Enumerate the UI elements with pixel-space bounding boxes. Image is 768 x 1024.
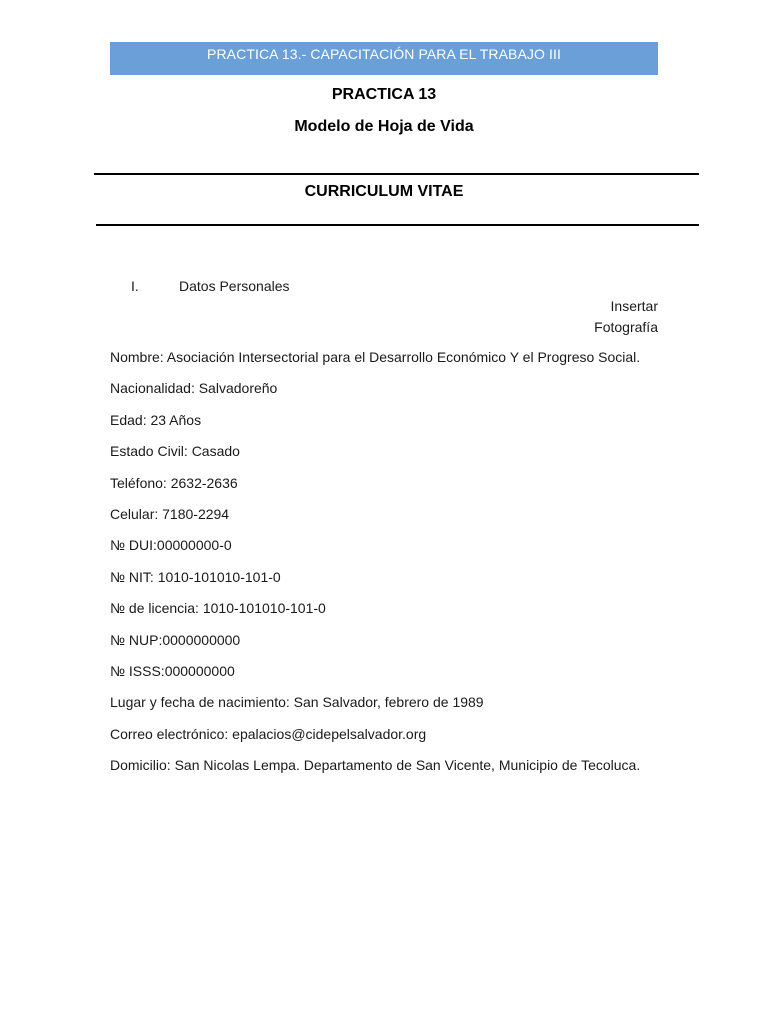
field-licencia: № de licencia: 1010-101010-101-0 xyxy=(110,600,326,617)
photo-placeholder xyxy=(594,296,658,338)
header-banner xyxy=(110,42,658,75)
personal-data-list xyxy=(110,347,657,786)
field-domicilio: Domicilio: San Nicolas Lempa. Departamento de San Vicente, Municipio de Tecoluca. xyxy=(110,757,641,774)
photo-line-1: Insertar xyxy=(610,298,658,314)
document-subtitle: Modelo de Hoja de Vida xyxy=(294,118,474,135)
cv-title: CURRICULUM VITAE xyxy=(304,183,464,200)
field-celular: Celular: 7180-2294 xyxy=(110,505,230,522)
field-dui: № DUI:00000000-0 xyxy=(110,537,232,554)
field-telefono: Teléfono: 2632-2636 xyxy=(110,474,238,491)
bottom-divider xyxy=(96,224,699,226)
field-nup: № NUP:0000000000 xyxy=(110,631,241,648)
field-correo: Correo electrónico: epalacios@cidepelsalvador.org xyxy=(110,725,427,742)
field-nacionalidad: Nacionalidad: Salvadoreño xyxy=(110,380,278,397)
field-nacimiento: Lugar y fecha de nacimiento: San Salvador, febrero de 1989 xyxy=(110,694,484,711)
field-estado-civil: Estado Civil: Casado xyxy=(110,443,240,460)
photo-line-2: Fotografía xyxy=(594,319,658,335)
section-number: I. xyxy=(131,278,139,294)
section-label: Datos Personales xyxy=(179,278,290,294)
top-divider xyxy=(94,173,699,175)
practice-title: PRACTICA 13 xyxy=(331,86,437,103)
field-nombre: Nombre: Asociación Intersectorial para el Desarrollo Económico Y el Progreso Social. xyxy=(110,349,641,365)
header-banner-text: PRACTICA 13.- CAPACITACIÓN PARA EL TRABAJO III xyxy=(207,46,561,62)
field-nit: № NIT: 1010-101010-101-0 xyxy=(110,568,281,585)
field-isss: № ISSS:000000000 xyxy=(110,662,235,679)
field-edad: Edad: 23 Años xyxy=(110,411,202,428)
